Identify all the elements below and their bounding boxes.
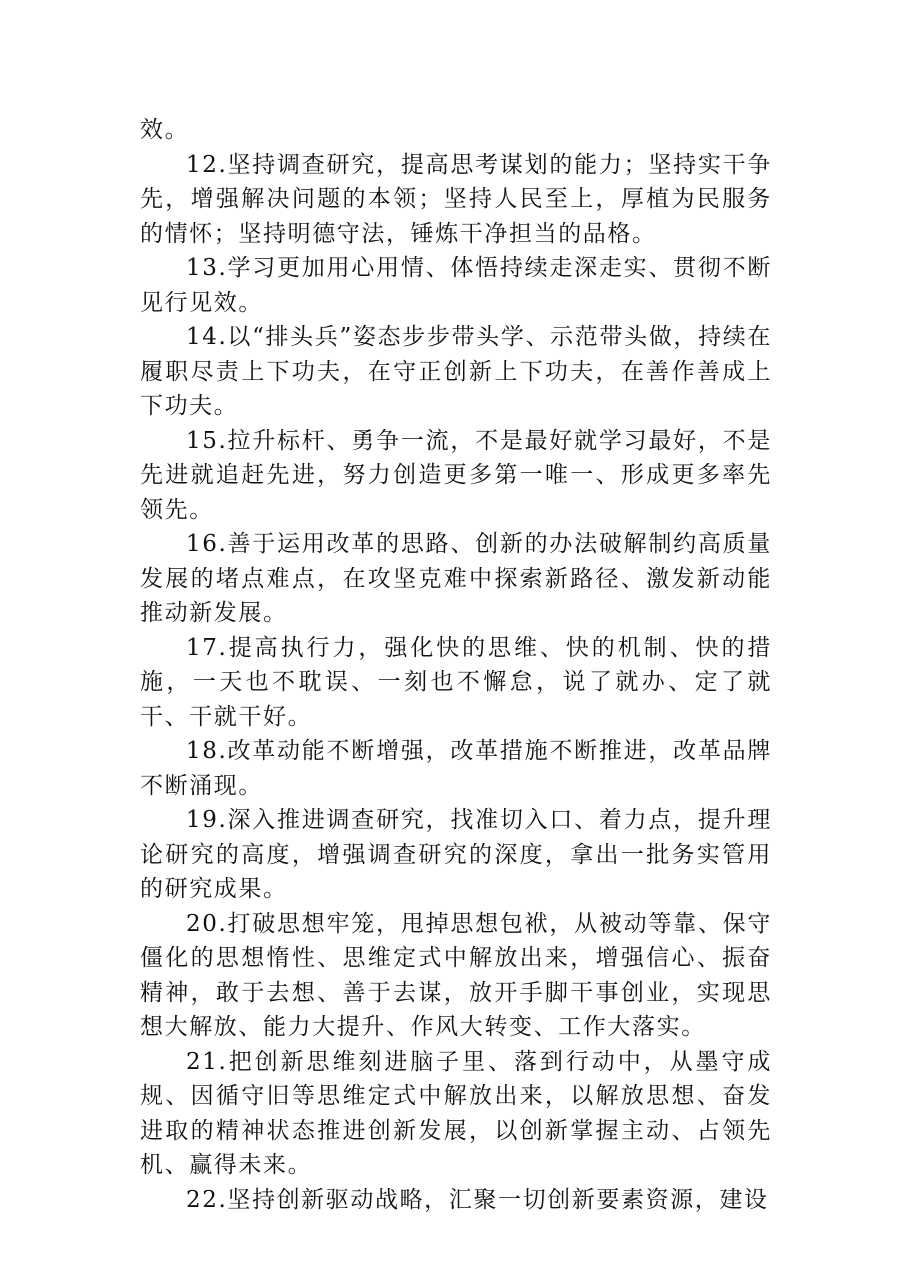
paragraph-item-21: 21.把创新思维刻进脑子里、落到行动中，从墨守成规、因循守旧等思维定式中解放出来，以解放思想、奋发进取的精神状态推进创新发展，以创新掌握主动、占领先机、赢得未来。 <box>140 1048 772 1178</box>
document-body <box>140 113 772 1217</box>
paragraph-item-17: 17.提高执行力，强化快的思维、快的机制、快的措施，一天也不耽误、一刻也不懈怠，说了就办、定了就干、干就干好。 <box>140 634 772 730</box>
paragraph-item-12: 12.坚持调查研究，提高思考谋划的能力；坚持实干争先，增强解决问题的本领；坚持人民至上，厚植为民服务的情怀；坚持明德守法，锤炼干净担当的品格。 <box>140 151 772 247</box>
paragraph-item-14: 14.以“排头兵”姿态步步带头学、示范带头做，持续在履职尽责上下功夫，在守正创新上下功夫，在善作善成上下功夫。 <box>140 324 772 419</box>
paragraph-item-18: 18.改革动能不断增强，改革措施不断推进，改革品牌不断涌现。 <box>140 738 772 799</box>
paragraph-item-16: 16.善于运用改革的思路、创新的办法破解制约高质量发展的堵点难点，在攻坚克难中探索新路径、激发新动能推动新发展。 <box>140 531 772 626</box>
paragraph-item-15: 15.拉升标杆、勇争一流，不是最好就学习最好，不是先进就追赶先进，努力创造更多第一唯一、形成更多率先领先。 <box>140 427 772 523</box>
paragraph-item-19: 19.深入推进调查研究，找准切入口、着力点，提升理论研究的高度，增强调查研究的深度，拿出一批务实管用的研究成果。 <box>140 807 772 902</box>
paragraph-item-20: 20.打破思想牢笼，甩掉思想包袱，从被动等靠、保守僵化的思想惰性、思维定式中解放出来，增强信心、振奋精神，敢于去想、善于去谋，放开手脚干事创业，实现思想大解放、能力大提升、作风大转变、工作大落实。 <box>140 910 772 1040</box>
paragraph-continuation: 效。 <box>140 117 190 143</box>
paragraph-item-22: 22.坚持创新驱动战略，汇聚一切创新要素资源，建设 <box>186 1186 769 1213</box>
paragraph-item-13: 13.学习更加用心用情、体悟持续走深走实、贯彻不断见行见效。 <box>140 255 772 316</box>
